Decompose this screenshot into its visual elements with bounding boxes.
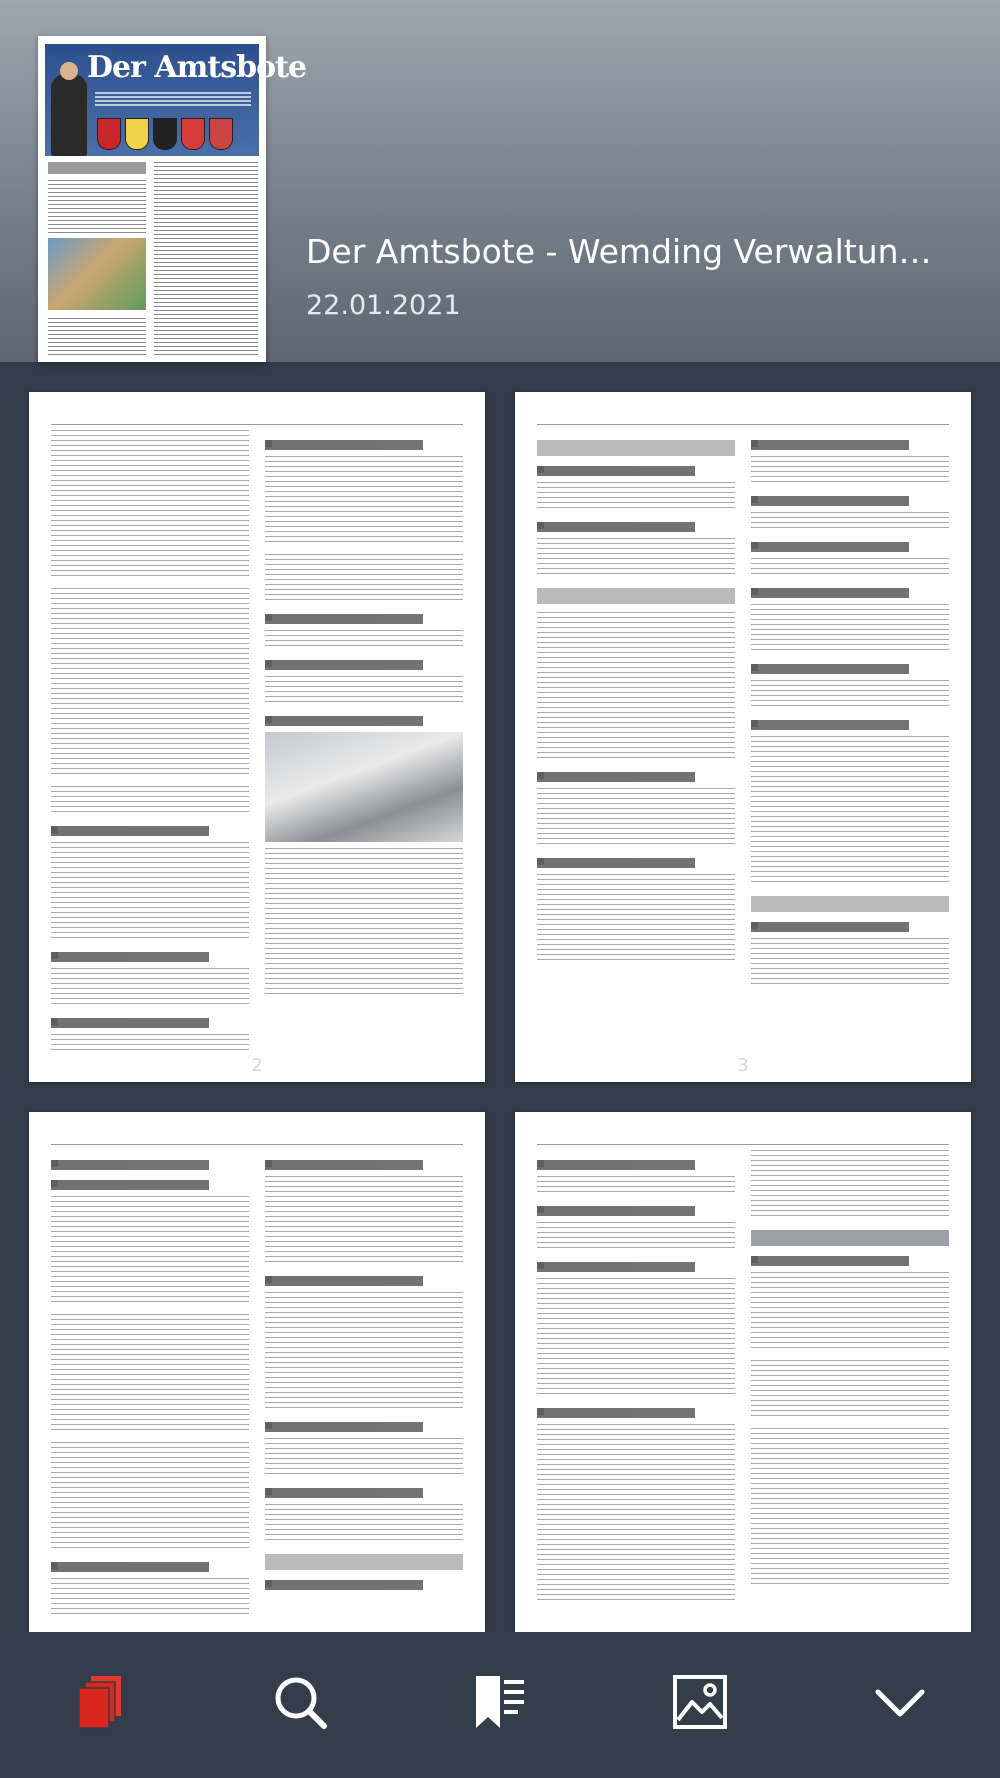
page-thumbnail[interactable] — [29, 1112, 485, 1632]
crest-icon — [181, 118, 205, 150]
crest-icon — [153, 118, 177, 150]
pages-icon — [71, 1672, 131, 1732]
cover-masthead-title: Der Amtsbote — [87, 50, 307, 85]
image-icon — [670, 1672, 730, 1732]
crest-icon — [97, 118, 121, 150]
page-thumbnail[interactable] — [515, 1112, 971, 1632]
publication-date: 22.01.2021 — [306, 290, 461, 321]
bookmarks-tab[interactable] — [460, 1662, 540, 1742]
bottom-toolbar — [0, 1632, 1000, 1778]
crest-icon — [125, 118, 149, 150]
bookmark-list-icon — [470, 1672, 530, 1732]
cover-thumbnail[interactable] — [38, 36, 307, 362]
chevron-down-icon — [870, 1672, 930, 1732]
publication-header — [0, 0, 1000, 362]
herald-figure-icon — [51, 74, 87, 156]
images-tab[interactable] — [660, 1662, 740, 1742]
search-tab[interactable] — [260, 1662, 340, 1742]
cover-photo — [48, 238, 146, 310]
publication-title[interactable]: Der Amtsbote - Wemding Verwaltun… — [306, 232, 932, 271]
crest-icon — [209, 118, 233, 150]
search-icon — [270, 1672, 330, 1732]
cover-masthead — [45, 44, 307, 156]
bus-photo — [265, 732, 463, 842]
page-number: 3 — [737, 1055, 749, 1076]
page-thumbnail[interactable] — [29, 392, 485, 1082]
collapse-tab[interactable] — [860, 1662, 940, 1742]
pages-tab[interactable] — [61, 1662, 141, 1742]
page-thumbnail[interactable] — [515, 392, 971, 1082]
page-number: 2 — [251, 1055, 263, 1076]
